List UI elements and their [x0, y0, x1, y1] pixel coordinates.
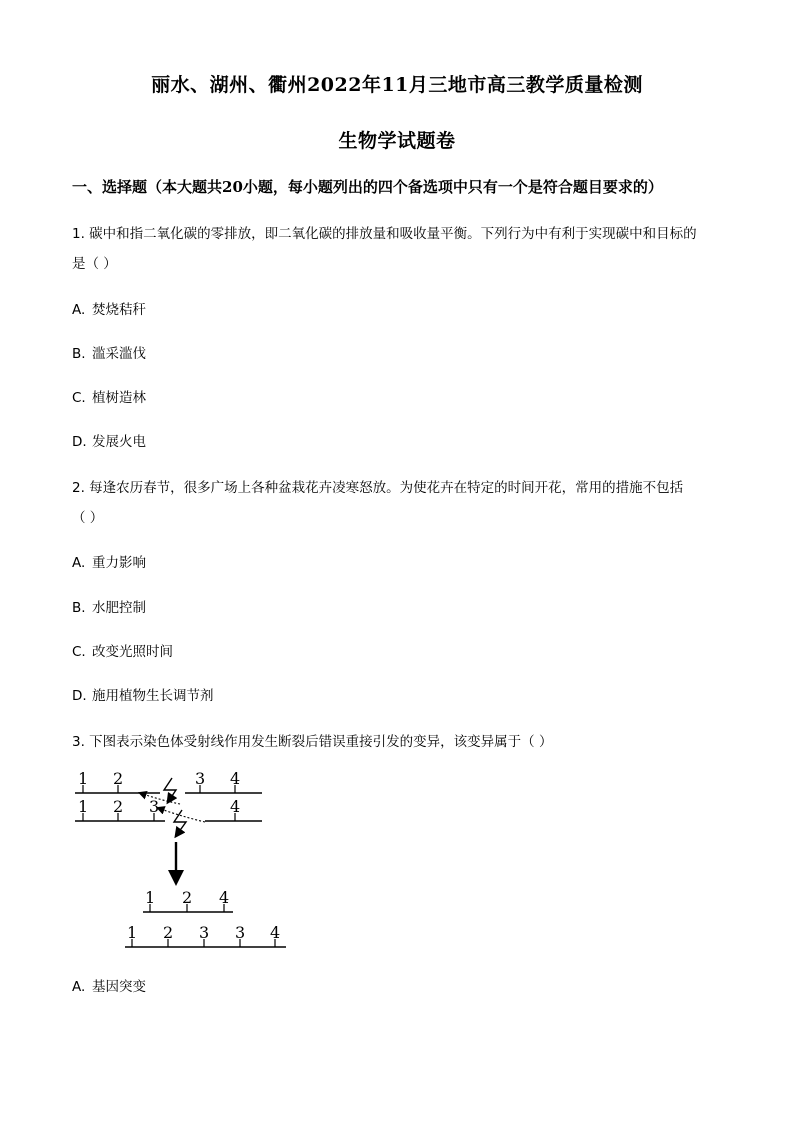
option-text: 焚烧秸秆: [92, 302, 146, 318]
rejoin-arrow-upper: [140, 793, 180, 804]
result-chr2-label-4: 4: [270, 923, 281, 942]
option-key: A.: [72, 979, 86, 995]
question-2-option-a: [72, 551, 146, 571]
chr2-right-label-4: 4: [230, 797, 241, 816]
result-arrowhead-icon: [168, 870, 184, 886]
question-3-stem-line1: 3. 下图表示染色体受射线作用发生断裂后错误重接引发的变异，该变异属于（ ）: [72, 734, 553, 750]
option-key: B.: [72, 600, 86, 616]
question-2-stem-line1: 2. 每逢农历春节，很多广场上各种盆栽花卉凌寒怒放。为使花卉在特定的时间开花，常用的措施不包括: [72, 480, 684, 496]
question-1-stem-line2: 是（ ）: [72, 256, 117, 272]
option-key: A.: [72, 302, 86, 318]
option-text: 改变光照时间: [92, 644, 173, 660]
option-text: 植树造林: [92, 390, 146, 406]
question-3-option-a: [72, 975, 146, 995]
question-1-option-a: [72, 298, 146, 318]
question-1-option-c: [72, 386, 146, 406]
chr2-left-label-1: 1: [78, 797, 89, 816]
chr2-left-label-3: 3: [149, 797, 160, 816]
question-2-option-c: [72, 640, 173, 660]
question-2-option-b: [72, 596, 146, 616]
option-key: B.: [72, 346, 86, 362]
option-text: 施用植物生长调节剂: [92, 688, 214, 704]
section-heading: 一、选择题（本大题共20小题，每小题列出的四个备选项中只有一个是符合题目要求的）: [72, 178, 663, 196]
result-chr1-label-1: 1: [145, 888, 156, 907]
result-chr2-label-1: 1: [127, 923, 138, 942]
question-2-stem-line2: （ ）: [72, 510, 104, 526]
break-bolt-icon: [164, 778, 176, 802]
question-1-option-d: [72, 430, 146, 450]
result-chr2-label-2: 2: [163, 923, 174, 942]
result-chr1-label-2: 2: [182, 888, 193, 907]
option-text: 水肥控制: [92, 600, 146, 616]
break-bolt-icon: [174, 810, 186, 836]
question-1-stem-line1: 1. 碳中和指二氧化碳的零排放，即二氧化碳的排放量和吸收量平衡。下列行为中有利于实现碳中和目标的: [72, 226, 697, 242]
chromosome-diagram: [0, 760, 320, 960]
option-text: 基因突变: [92, 979, 146, 995]
option-key: A.: [72, 555, 86, 571]
option-text: 发展火电: [92, 434, 146, 450]
result-chr2-label-3b: 3: [235, 923, 246, 942]
option-key: D.: [72, 688, 87, 704]
question-1-option-b: [72, 342, 146, 362]
option-text: 滥采滥伐: [92, 346, 146, 362]
page-subtitle: 生物学试题卷: [338, 130, 456, 152]
result-chr2-label-3a: 3: [199, 923, 210, 942]
option-key: D.: [72, 434, 87, 450]
option-key: C.: [72, 390, 86, 406]
chr1-left-label-2: 2: [113, 769, 124, 788]
chr2-left-label-2: 2: [113, 797, 124, 816]
chr1-right-label-4: 4: [230, 769, 241, 788]
option-text: 重力影响: [92, 555, 146, 571]
result-chr1-label-4: 4: [219, 888, 230, 907]
option-key: C.: [72, 644, 86, 660]
question-2-option-d: [72, 684, 214, 704]
chr1-left-label-1: 1: [78, 769, 89, 788]
page-title: 丽水、湖州、衢州2022年11月三地市高三教学质量检测: [151, 74, 643, 96]
chr1-right-label-3: 3: [195, 769, 206, 788]
